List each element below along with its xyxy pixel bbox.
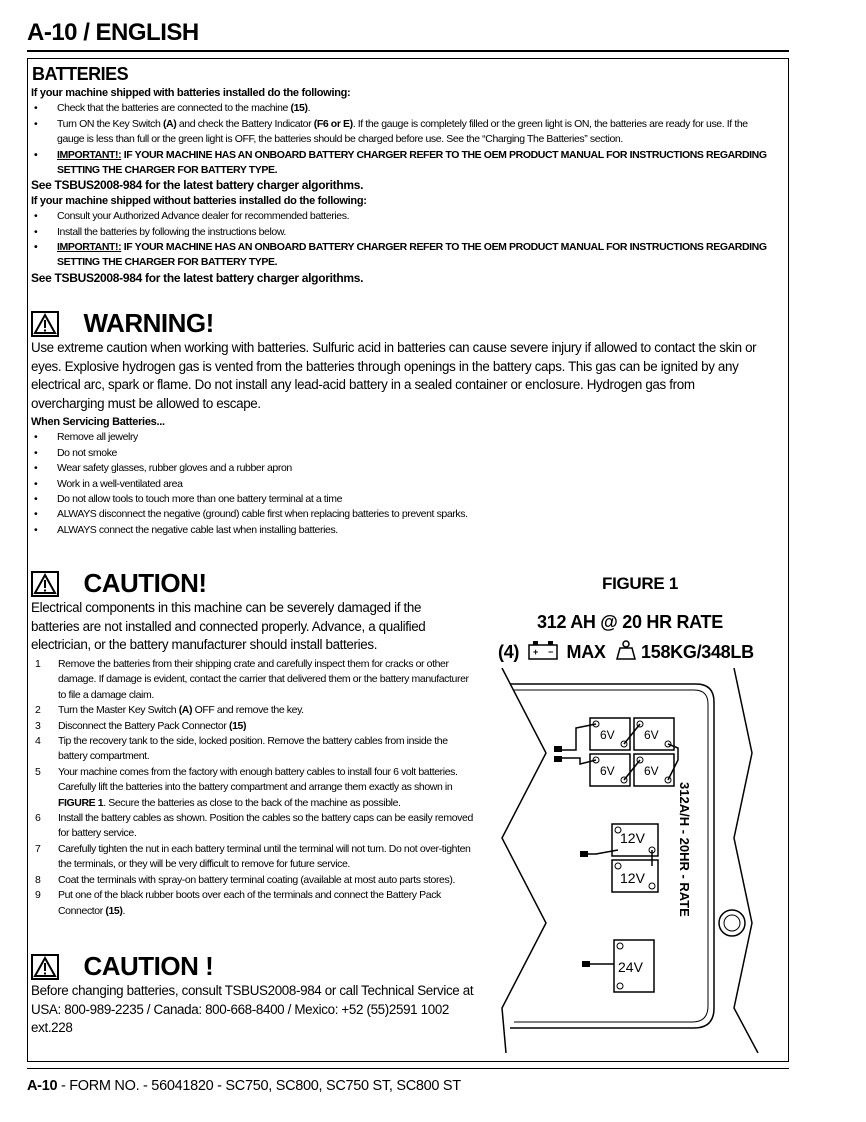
batteries-section [31, 86, 773, 286]
caution-body: Electrical components in this machine can be severely damaged if the batteries are not installed and connected properly. Advance, a qualified electrician, or the battery manufacturer should install batteries. [31, 600, 426, 653]
battery-12v-group [580, 824, 658, 892]
warning-heading: WARNING! [83, 308, 214, 338]
step-item: 3 Disconnect the Battery Pack Connector (15) [35, 719, 247, 732]
figure-weight: 158KG/348LB [641, 642, 754, 662]
step-item: 2 Turn the Master Key Switch (A) OFF and remove the key. [35, 704, 304, 717]
step-item: 9 Put one of the black rubber boots over each of the terminals and connect the Battery Pack Connector (15). [35, 889, 441, 917]
see-tsb-note: See TSBUS2008-984 for the latest battery charger algorithms. [31, 178, 364, 193]
list-item: • ALWAYS connect the negative cable last when installing batteries. [31, 523, 771, 538]
list-item: • Check that the batteries are connected to the machine (15). [31, 101, 773, 116]
servicing-section [31, 415, 771, 538]
figure-rate: 312 AH @ 20 HR RATE [537, 612, 723, 632]
list-item: • Do not smoke [31, 446, 771, 461]
list-item: • Remove all jewelry [31, 430, 771, 445]
caution-header [31, 568, 207, 599]
bat-label: 6V [644, 764, 659, 778]
title-rule [27, 50, 789, 52]
list-item: • Install the batteries by following the instructions below. [31, 225, 773, 240]
battery-24v-group [582, 940, 654, 992]
caution2-header [31, 951, 213, 982]
footer-rule [27, 1068, 789, 1069]
install-steps [31, 657, 477, 919]
footer-page: A-10 [27, 1078, 58, 1094]
bat-label: 6V [600, 728, 615, 742]
list-item: • Wear safety glasses, rubber gloves and a rubber apron [31, 461, 771, 476]
installed-intro: If your machine shipped with batteries installed do the following: [31, 87, 351, 99]
step-item: 5 Your machine comes from the factory with enough battery cables to install four 6 volt batteries. Carefully lift the batteries into the battery compartment and arrange them exactly as shown in FIGURE 1. Secure the batteries as close to the back of the machine as possible. [35, 765, 458, 809]
bat-label: 6V [600, 764, 615, 778]
see-tsb-note: See TSBUS2008-984 for the latest battery charger algorithms. [31, 270, 364, 285]
steps-list [31, 657, 477, 919]
footer [27, 1078, 461, 1094]
list-item: • Turn ON the Key Switch (A) and check the Battery Indicator (F6 or E). If the gauge is completely filled or the green light is ON, the batteries are ready for use. If the gauge is less than full or the green light is OFF, the batteries should be charged before use. See the “Charging The Batteries” section. [31, 117, 773, 148]
list-item: • ALWAYS disconnect the negative (ground) cable first when replacing batteries to prevent sparks. [31, 507, 771, 522]
important-note: • IMPORTANT!: IF YOUR MACHINE HAS AN ONBOARD BATTERY CHARGER REFER TO THE OEM PRODUCT MANUAL FOR INSTRUCTIONS REGARDING SETTING THE CHARGER FOR BATTERY TYPE. [31, 240, 773, 271]
figure-spec-line [498, 640, 754, 663]
warning-triangle-icon [31, 311, 59, 337]
page-title: A-10 / ENGLISH [27, 19, 199, 46]
batteries-heading: BATTERIES [32, 64, 129, 84]
step-item: 7 Carefully tighten the nut in each battery terminal until the terminal will not turn. Do not over-tighten the terminals, or they will be very difficult to remove for future service. [35, 842, 471, 871]
warning-header [31, 308, 214, 339]
step-item: 6 Install the battery cables as shown. Position the cables so the battery caps can be easily removed for battery service. [35, 812, 473, 840]
weight-icon [616, 640, 636, 660]
figure-qty: (4) [498, 642, 520, 662]
without-intro: If your machine shipped without batteries installed do the following: [31, 194, 367, 207]
step-item: 8 Coat the terminals with spray-on battery terminal coating (available at most auto parts stores). [35, 873, 455, 886]
important-note: • IMPORTANT!: IF YOUR MACHINE HAS AN ONBOARD BATTERY CHARGER REFER TO THE OEM PRODUCT MANUAL FOR INSTRUCTIONS REGARDING SETTING THE CHARGER FOR BATTERY TYPE. [31, 148, 773, 179]
step-item: 1 Remove the batteries from their shipping crate and carefully inspect them for cracks or other damage. If damage is evident, contact the carrier that delivered them or the battery manufacturer to file a damage claim. [35, 658, 469, 701]
warning-body: Use extreme caution when working with batteries. Sulfuric acid in batteries can cause severe injury if allowed to contact the skin or eyes. Explosive hydrogen gas is vented from the batteries through openings in the battery caps. This gas can be ignited by any electrical arc, spark or flame. Do not install any lead-acid battery in a sealed container or enclosure. Hydrogen gas from overcharging must be allowed to escape. [31, 340, 757, 411]
list-item: • Work in a well-ventilated area [31, 477, 771, 492]
caution2-body: Before changing batteries, consult TSBUS2008-984 or call Technical Service at USA: 800-989-2235 / Canada: 800-668-8400 / Mexico: +52 (55)2591 1002 ext.228 [31, 983, 474, 1036]
bat-label: 12V [620, 870, 645, 886]
battery-icon [528, 640, 558, 660]
bat-label: 12V [620, 830, 645, 846]
servicing-heading: When Servicing Batteries... [31, 416, 165, 428]
footer-form: - FORM NO. - 56041820 - SC750, SC800, SC750 ST, SC800 ST [57, 1078, 461, 1094]
servicing-list [31, 430, 771, 538]
bat-label: 24V [618, 959, 643, 975]
caution-triangle-icon [31, 954, 59, 980]
caution2-heading: CAUTION ! [83, 951, 214, 981]
svg-text:+: + [532, 647, 538, 657]
list-item: • Do not allow tools to touch more than one battery terminal at a time [31, 492, 771, 507]
battery-layout-diagram [496, 668, 766, 1053]
list-item: • Consult your Authorized Advance dealer for recommended batteries. [31, 209, 773, 224]
figure-max: MAX [566, 642, 606, 662]
vertical-rate-label: 312A/H - 20HR - RATE [677, 782, 692, 917]
battery-6v-group [554, 718, 678, 786]
step-item: 4 Tip the recovery tank to the side, locked position. Remove the battery cables from inside the battery compartment. [35, 735, 448, 763]
caution-triangle-icon [31, 571, 59, 597]
without-list [31, 209, 773, 271]
caution-heading: CAUTION! [83, 568, 207, 598]
bat-label: 6V [644, 728, 659, 742]
svg-text:−: − [547, 647, 553, 657]
installed-list [31, 101, 773, 178]
figure-caption: FIGURE 1 [601, 574, 678, 593]
